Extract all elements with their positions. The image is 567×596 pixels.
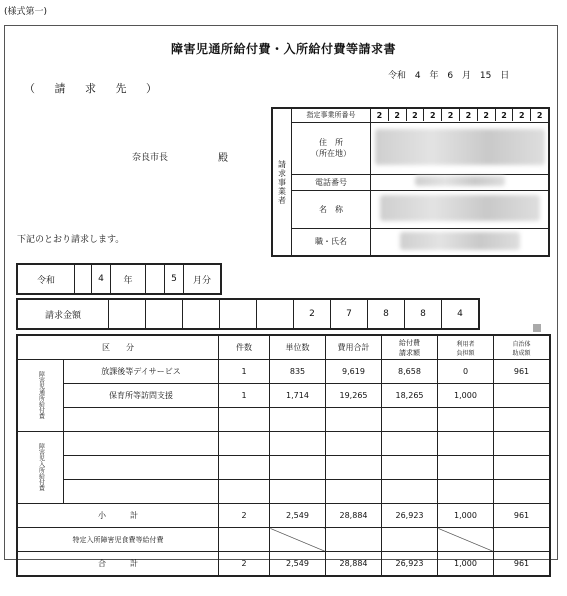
empty-cell (64, 408, 219, 432)
date-year-unit: 年 (429, 71, 439, 81)
group-inpatient-text: 障害児入所給付費 (37, 442, 45, 491)
empty-cell (438, 408, 494, 432)
empty-cell (64, 432, 219, 456)
redacted-position (400, 232, 520, 250)
claimant-table (271, 107, 550, 257)
amount-digit (146, 299, 183, 329)
row-subsidy: 961 (494, 360, 551, 384)
period-blank (75, 264, 92, 294)
total-label: 合 計 (17, 552, 219, 577)
redacted-phone (415, 176, 505, 186)
header-claim-line1: 給付費 (399, 338, 420, 347)
address-label (292, 122, 371, 174)
group-outpatient-label (17, 360, 64, 432)
office-digit: 2 (442, 109, 460, 121)
billing-period (16, 263, 222, 295)
honorific: 殿 (218, 153, 228, 164)
total-count: 2 (219, 552, 270, 577)
empty-cell (326, 432, 382, 456)
header-burden-line2: 負担額 (456, 349, 475, 357)
office-digit: 2 (531, 109, 548, 121)
empty-cell (438, 480, 494, 504)
special-subsidy (494, 528, 551, 552)
amount-label: 請求金額 (17, 299, 109, 329)
document-title: 障害児通所給付費・入所給付費等請求書 (170, 42, 396, 56)
row-cost: 19,265 (326, 384, 382, 408)
phone-value (371, 174, 550, 190)
header-claim-line2: 請求額 (399, 348, 420, 357)
special-burden-na (438, 528, 494, 552)
empty-cell (270, 480, 326, 504)
amount-digit (220, 299, 257, 329)
row-units: 835 (270, 360, 326, 384)
claim-amount (16, 298, 480, 330)
special-units-na (270, 528, 326, 552)
row-burden: 0 (438, 360, 494, 384)
office-digit: 2 (406, 109, 424, 121)
claimant-vertical-label: 請求事業者 (272, 108, 292, 256)
header-burden (438, 335, 494, 360)
office-digit: 2 (371, 109, 388, 121)
empty-cell (64, 456, 219, 480)
header-subsidy (494, 335, 551, 360)
date-day-unit: 日 (500, 71, 510, 81)
empty-cell (64, 480, 219, 504)
header-category: 区 分 (17, 335, 219, 360)
form-number-label: (様式第一) (4, 7, 48, 17)
empty-cell (270, 432, 326, 456)
office-digit: 2 (477, 109, 495, 121)
address-label-main: 住 所 (319, 138, 343, 147)
empty-cell (494, 432, 551, 456)
row-claim: 8,658 (382, 360, 438, 384)
request-note: 下記のとおり請求します。 (17, 235, 125, 245)
empty-cell (438, 432, 494, 456)
empty-cell (326, 456, 382, 480)
row-claim: 18,265 (382, 384, 438, 408)
row-service-name: 保育所等訪問支援 (64, 384, 219, 408)
office-digit: 2 (495, 109, 513, 121)
empty-cell (219, 432, 270, 456)
office-digit: 2 (424, 109, 442, 121)
resize-handle[interactable] (533, 324, 541, 332)
group-inpatient-label (17, 432, 64, 504)
empty-cell (494, 456, 551, 480)
redacted-address (375, 129, 545, 165)
office-number-label: 指定事業所番号 (292, 108, 371, 122)
empty-cell (219, 456, 270, 480)
empty-cell (219, 480, 270, 504)
group-outpatient-text: 障害児通所給付費 (37, 370, 45, 419)
total-subsidy: 961 (494, 552, 551, 577)
position-label: 職・氏名 (292, 228, 371, 256)
empty-cell (382, 408, 438, 432)
date-day: 15 (479, 71, 492, 81)
period-month: 5 (165, 264, 184, 294)
recipient-heading: （ 請 求 先 ） (24, 82, 165, 95)
date-month: 6 (447, 71, 454, 81)
office-digit: 2 (459, 109, 477, 121)
period-month-unit: 月分 (184, 264, 222, 294)
row-count: 1 (219, 384, 270, 408)
subtotal-units: 2,549 (270, 504, 326, 528)
empty-cell (494, 480, 551, 504)
empty-cell (382, 480, 438, 504)
subtotal-cost: 28,884 (326, 504, 382, 528)
subtotal-label: 小 計 (17, 504, 219, 528)
subtotal-claim: 26,923 (382, 504, 438, 528)
period-era: 令和 (17, 264, 75, 294)
period-year-unit: 年 (111, 264, 146, 294)
name-value (371, 190, 550, 228)
office-digit: 2 (388, 109, 406, 121)
phone-label: 電話番号 (292, 174, 371, 190)
period-blank (146, 264, 165, 294)
empty-cell (270, 456, 326, 480)
special-claim (382, 528, 438, 552)
amount-digit: 4 (442, 299, 480, 329)
empty-cell (326, 408, 382, 432)
office-digit: 2 (513, 109, 531, 121)
amount-digit (257, 299, 294, 329)
header-claim (382, 335, 438, 360)
address-label-sub: （所在地） (311, 149, 351, 158)
total-claim: 26,923 (382, 552, 438, 577)
row-subsidy (494, 384, 551, 408)
amount-digit: 7 (331, 299, 368, 329)
empty-cell (382, 432, 438, 456)
date-month-unit: 月 (462, 71, 472, 81)
row-units: 1,714 (270, 384, 326, 408)
subtotal-burden: 1,000 (438, 504, 494, 528)
recipient-name: 奈良市長 (132, 153, 169, 163)
amount-digit (183, 299, 220, 329)
amount-digit: 8 (368, 299, 405, 329)
amount-digit: 8 (405, 299, 442, 329)
position-value (371, 228, 550, 256)
total-units: 2,549 (270, 552, 326, 577)
empty-cell (494, 408, 551, 432)
empty-cell (326, 480, 382, 504)
special-count (219, 528, 270, 552)
total-burden: 1,000 (438, 552, 494, 577)
header-units: 単位数 (270, 335, 326, 360)
amount-digit: 2 (294, 299, 331, 329)
office-number-digits (371, 109, 548, 121)
header-subsidy-line2: 助成額 (512, 349, 531, 357)
row-service-name: 放課後等デイサービス (64, 360, 219, 384)
empty-cell (382, 456, 438, 480)
row-count: 1 (219, 360, 270, 384)
period-year: 4 (92, 264, 111, 294)
header-burden-line1: 利用者 (456, 340, 475, 348)
address-value (371, 122, 550, 174)
row-cost: 9,619 (326, 360, 382, 384)
date-year: 4 (414, 71, 421, 81)
empty-cell (438, 456, 494, 480)
header-count: 件数 (219, 335, 270, 360)
total-cost: 28,884 (326, 552, 382, 577)
subtotal-count: 2 (219, 504, 270, 528)
header-cost: 費用合計 (326, 335, 382, 360)
redacted-name (380, 195, 540, 221)
issue-date (388, 68, 515, 81)
subtotal-subsidy: 961 (494, 504, 551, 528)
amount-digit (109, 299, 146, 329)
row-burden: 1,000 (438, 384, 494, 408)
special-cost (326, 528, 382, 552)
date-era: 令和 (388, 71, 407, 81)
empty-cell (270, 408, 326, 432)
special-label: 特定入所障害児食費等給付費 (17, 528, 219, 552)
name-label: 名 称 (292, 190, 371, 228)
header-subsidy-line1: 自治体 (512, 340, 531, 348)
breakdown-table (16, 334, 551, 577)
empty-cell (219, 408, 270, 432)
